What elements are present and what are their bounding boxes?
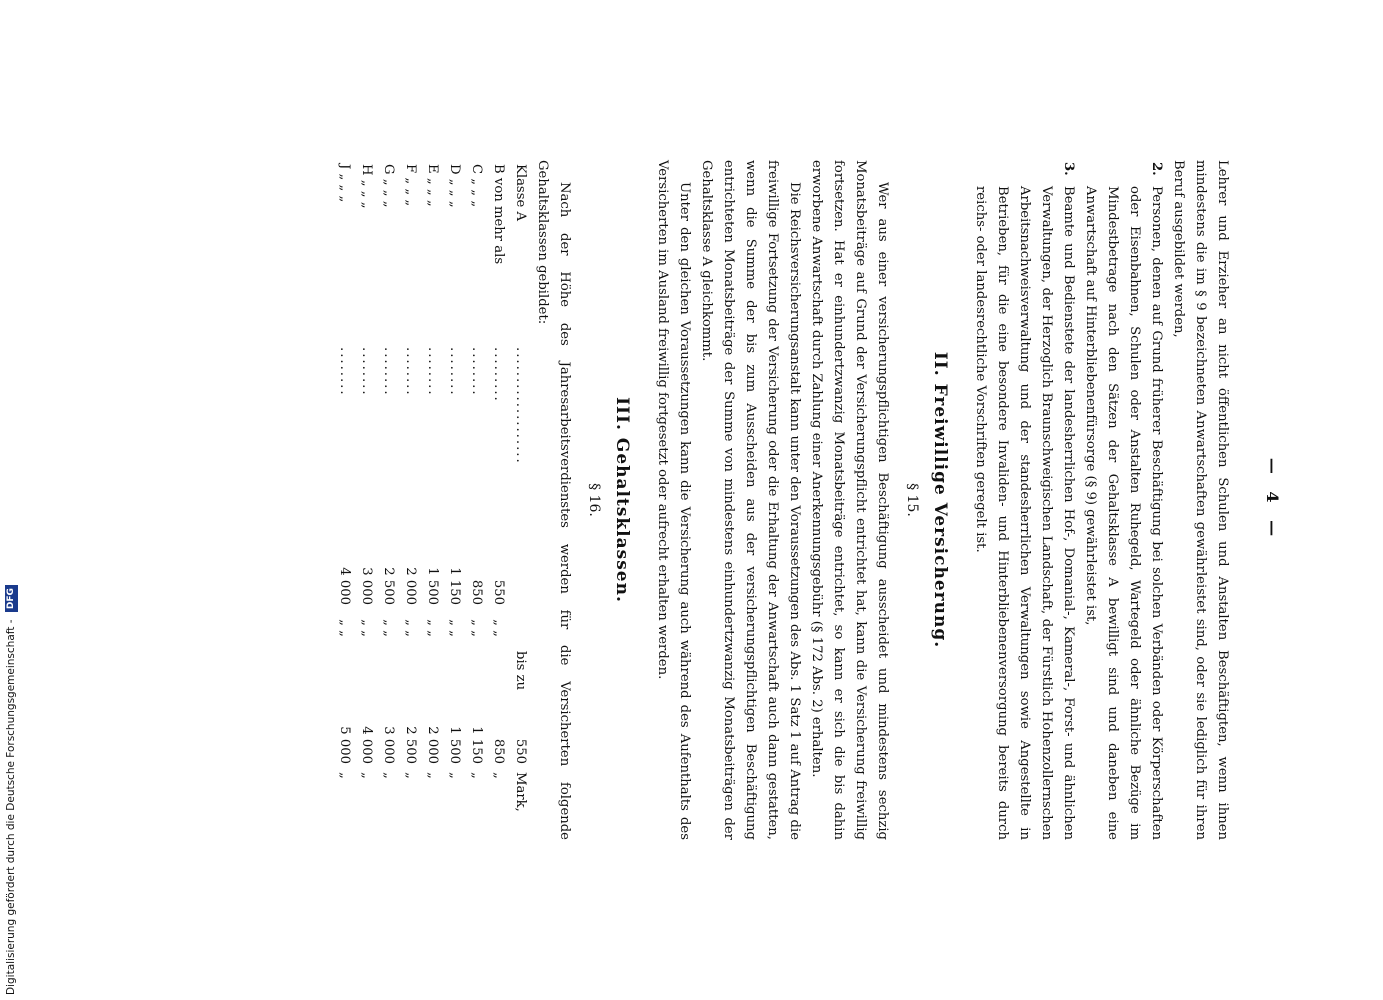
from-amount: 2 500 [381,567,396,605]
bis-label [355,647,377,700]
to-amount: 2 500 [403,726,418,764]
credit-text: Digitalisierung gefördert durch die Deutsche Forschungsgemeinschaft - [5,619,17,995]
ditto-marks: „ „ [469,619,484,637]
ditto-marks [509,609,531,647]
bis-label [487,647,509,700]
table-row [443,160,465,816]
digitization-credit [2,0,20,995]
list-item-3-text: Beamte und Bedienstete der landesherrlichen Hof-, Domanial-, Kameral-, Forst- und ähnlichen Verwaltungen, der Herzoglich Braunschweigischen Landschaft, der Fürstlich Hohenzollernschen Arbeitsnachweisverwaltung und der standesherrlichen Verwaltungen sowie Angestellte in Betrieben, für die eine besondere Invaliden- und Hinterbliebenenversorgung bereits durch reichs- oder landesrechtliche Vorschriften geregelt ist. [973,186,1076,840]
bis-label [443,647,465,700]
to-amount: 4 000 [359,726,374,764]
class-label: D „ „ „ [447,164,462,208]
from-amount [509,541,531,609]
leader-dots: ........ [425,347,440,397]
leader-dots: ......... [491,347,506,403]
from-amount: 1 150 [447,567,462,605]
from-amount: 1 500 [425,567,440,605]
from-amount: 2 000 [403,567,418,605]
table-row [355,160,377,816]
to-amount: 850 [491,738,506,764]
section-2-paragraph-sign: § 15. [904,483,920,517]
section-2-paragraph-3: Unter den gleichen Voraussetzungen kann die Versicherung auch während des Aufenthalts des Versicherten im Ausland freiwillig fortgesetzt oder aufrecht erhalten werden. [655,160,692,840]
salary-classes-table [333,160,531,816]
section-2-heading: II. Freiwillige Versicherung. [930,351,950,649]
ditto-marks: „ „ [381,619,396,637]
unit-label: „ [403,772,418,779]
unit-label: „ [447,772,462,779]
ditto-marks: „ „ [425,619,440,637]
to-amount: 1 150 [469,726,484,764]
ditto-marks: „ „ [447,619,462,637]
unit-label: „ [359,772,374,779]
unit-label: „ [491,772,506,779]
section-2-paragraph-2: Die Reichsversicherungsanstalt kann unter den Voraussetzungen des Abs. 1 Satz 1 auf Antrag die freiwillige Fortsetzung der Versicherung oder die Erhaltung der Anwartschaft auch dann gestatten, wenn die Summe der bis zum Ausscheiden aus der versicherungspflichtigen Beschäftigung entrichteten Monatsbeiträge der Summe von mindestens einhundertzwanzig Monatsbeiträgen der Gehaltsklasse A gleichkommt. [699,160,802,840]
from-amount: 4 000 [337,567,352,605]
page-number: — 4 — [1263,457,1282,543]
section-3-intro: Nach der Höhe des Jahresarbeitsverdienstes werden für die Versicherten folgende Gehaltsklassen gebildet: [535,160,572,840]
table-row [333,160,355,816]
table-row [377,160,399,816]
ditto-marks: „ „ [491,619,506,637]
section-2-paragraph-1: Wer aus einer versicherungspflichtigen Beschäftigung ausscheidet und mindestens sechzig Monatsbeiträge auf Grund der Versicherungspflicht entrichtet hat, kann die Versicherung freiwillig fortsetzen. Hat er einhundertzwanzig Monatsbeiträge entrichtet, so kann er sich die bis dahin erworbene Anwartschaft durch Zahlung einer Anerkennungsgebühr (§ 172 Abs. 2) erhalten. [809,160,890,840]
class-label: G „ „ „ [381,164,396,208]
leader-dots: ........ [381,347,396,397]
bis-label [465,647,487,700]
class-label: B von mehr als [491,164,506,265]
ditto-marks: „ „ [359,619,374,637]
class-label: H „ „ „ [359,164,374,209]
leader-dots: ........ [337,347,352,397]
table-row [421,160,443,816]
to-amount: 2 000 [425,726,440,764]
to-amount: 3 000 [381,726,396,764]
table-row [509,160,531,816]
list-item-3-number: 3. [1061,162,1076,176]
from-amount: 3 000 [359,567,374,605]
bis-label [333,647,355,700]
unit-label: „ [381,772,396,779]
to-amount: 5 000 [337,726,352,764]
table-row [487,160,509,816]
leader-dots: ........ [447,347,462,397]
leader-dots: ................... [513,347,528,465]
rotated-document-page [173,160,1282,840]
bis-label [421,647,443,700]
to-amount: 550 [513,738,528,764]
bis-label [377,647,399,700]
from-amount: 550 [491,579,506,605]
list-item-2-text: Personen, denen auf Grund früherer Beschäftigung bei solchen Verbänden oder Körperschaften oder Eisenbahnen, Schulen oder Anstalten Ruhegeld, Wartegeld oder ähnliche Bezüge im Mindestbetrage nach den Sätzen der Gehaltsklasse A bewilligt sind und daneben eine Anwartschaft auf Hinterbliebenenfürsorge (§ 9) gewährleistet ist, [1083,186,1164,840]
leader-dots: ........ [469,347,484,397]
class-label: Klasse A [513,164,528,221]
class-label: F „ „ „ [403,164,418,207]
ditto-marks: „ „ [403,619,418,637]
intro-continuation: Lehrer und Erzieher an nicht öffentlichen Schulen und Anstalten Beschäftigten, wenn ihnen mindestens die im § 9 bezeichneten Anwartschaften gewährleistet sind, oder sie lediglich für ihren Beruf ausgebildet werden, [1171,160,1230,840]
bis-label [399,647,421,700]
unit-label: „ [337,772,352,779]
section-3-heading: III. Gehaltsklassen. [612,397,632,603]
dfg-logo: DFG [5,585,18,612]
ditto-marks: „ „ [337,619,352,637]
class-label: E „ „ „ [425,164,440,207]
from-amount: 850 [469,579,484,605]
class-label: C „ „ „ [469,164,484,208]
unit-label: Mark, [513,772,528,812]
unit-label: „ [469,772,484,779]
leader-dots: ........ [403,347,418,397]
table-row [399,160,421,816]
leader-dots: ........ [359,347,374,397]
class-label: J „ „ „ [337,164,352,203]
list-item-2-number: 2. [1149,162,1164,176]
list-item-3 [969,160,1079,840]
unit-label: „ [425,772,440,779]
to-amount: 1 500 [447,726,462,764]
table-row [465,160,487,816]
bis-label: bis zu [513,651,528,691]
section-3-paragraph-sign: § 16. [586,483,602,517]
list-item-2 [1079,160,1167,840]
